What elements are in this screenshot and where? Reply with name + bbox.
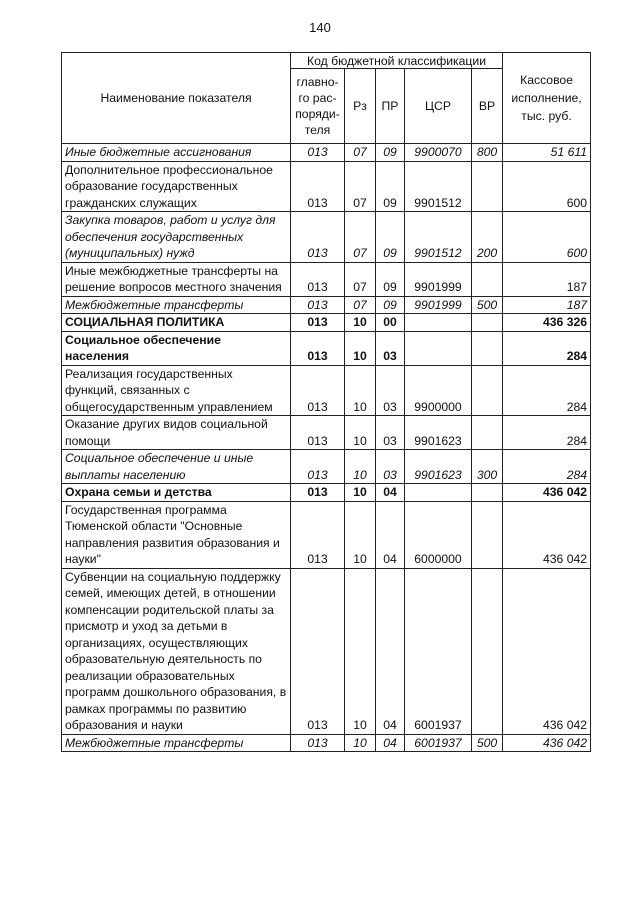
row-vr bbox=[472, 161, 503, 212]
table-row bbox=[62, 331, 591, 365]
row-csr: 9901623 bbox=[405, 450, 472, 484]
row-rz: 07 bbox=[345, 161, 376, 212]
row-csr: 9901999 bbox=[405, 262, 472, 296]
row-pr: 09 bbox=[376, 296, 405, 314]
row-rz: 10 bbox=[345, 450, 376, 484]
row-name: Закупка товаров, работ и услуг для обеспечения государственных (муниципальных) нужд bbox=[62, 212, 291, 263]
row-csr: 9901512 bbox=[405, 212, 472, 263]
row-vr bbox=[472, 568, 503, 734]
row-name: Субвенции на социальную поддержку семей, имеющих детей, в отношении компенсации родительской платы за присмотр и уход за детьми в организациях, осуществляющих образовательную деятельность по реализации образовательных программ дошкольного образования, в рамках программы по развитию образования и науки bbox=[62, 568, 291, 734]
row-vr bbox=[472, 365, 503, 416]
row-csr bbox=[405, 484, 472, 502]
header-glav: главно-го рас-поряди-теля bbox=[291, 69, 345, 144]
row-pr: 09 bbox=[376, 212, 405, 263]
row-amount: 187 bbox=[503, 296, 591, 314]
row-glav: 013 bbox=[291, 296, 345, 314]
row-amount: 436 042 bbox=[503, 568, 591, 734]
row-rz: 10 bbox=[345, 416, 376, 450]
row-glav: 013 bbox=[291, 144, 345, 162]
table-row bbox=[62, 314, 591, 332]
row-glav: 013 bbox=[291, 365, 345, 416]
row-rz: 07 bbox=[345, 144, 376, 162]
row-amount: 284 bbox=[503, 331, 591, 365]
row-pr: 09 bbox=[376, 161, 405, 212]
row-rz: 10 bbox=[345, 365, 376, 416]
row-name: Иные межбюджетные трансферты на решение вопросов местного значения bbox=[62, 262, 291, 296]
row-glav: 013 bbox=[291, 314, 345, 332]
row-name: Межбюджетные трансферты bbox=[62, 296, 291, 314]
row-pr: 03 bbox=[376, 416, 405, 450]
header-pr: ПР bbox=[376, 69, 405, 144]
table-row bbox=[62, 416, 591, 450]
row-name: Социальное обеспечение населения bbox=[62, 331, 291, 365]
row-vr: 200 bbox=[472, 212, 503, 263]
row-amount: 284 bbox=[503, 365, 591, 416]
table-row bbox=[62, 161, 591, 212]
row-glav: 013 bbox=[291, 734, 345, 752]
row-pr: 03 bbox=[376, 450, 405, 484]
table-body bbox=[62, 144, 591, 752]
row-vr bbox=[472, 314, 503, 332]
row-glav: 013 bbox=[291, 161, 345, 212]
row-vr: 800 bbox=[472, 144, 503, 162]
header-code-group: Код бюджетной классификации bbox=[291, 53, 503, 69]
row-amount: 436 326 bbox=[503, 314, 591, 332]
row-glav: 013 bbox=[291, 262, 345, 296]
row-vr bbox=[472, 501, 503, 568]
header-name: Наименование показателя bbox=[62, 53, 291, 144]
row-csr: 9900000 bbox=[405, 365, 472, 416]
row-rz: 10 bbox=[345, 331, 376, 365]
row-amount: 436 042 bbox=[503, 484, 591, 502]
row-csr: 9901999 bbox=[405, 296, 472, 314]
table-row bbox=[62, 296, 591, 314]
row-rz: 10 bbox=[345, 568, 376, 734]
row-pr: 04 bbox=[376, 568, 405, 734]
row-pr: 04 bbox=[376, 484, 405, 502]
table-row bbox=[62, 450, 591, 484]
row-name: Социальное обеспечение и иные выплаты населению bbox=[62, 450, 291, 484]
row-rz: 07 bbox=[345, 212, 376, 263]
row-amount: 284 bbox=[503, 416, 591, 450]
row-glav: 013 bbox=[291, 331, 345, 365]
row-vr bbox=[472, 331, 503, 365]
row-vr bbox=[472, 262, 503, 296]
page-number: 140 bbox=[309, 20, 331, 35]
row-pr: 04 bbox=[376, 734, 405, 752]
row-name: Оказание других видов социальной помощи bbox=[62, 416, 291, 450]
row-name: Государственная программа Тюменской области "Основные направления развития образования и науки" bbox=[62, 501, 291, 568]
row-amount: 51 611 bbox=[503, 144, 591, 162]
row-rz: 10 bbox=[345, 484, 376, 502]
row-amount: 284 bbox=[503, 450, 591, 484]
row-name: Иные бюджетные ассигнования bbox=[62, 144, 291, 162]
table-row bbox=[62, 568, 591, 734]
row-csr: 6000000 bbox=[405, 501, 472, 568]
row-glav: 013 bbox=[291, 568, 345, 734]
row-name: Охрана семьи и детства bbox=[62, 484, 291, 502]
table-row bbox=[62, 144, 591, 162]
row-glav: 013 bbox=[291, 501, 345, 568]
row-amount: 600 bbox=[503, 212, 591, 263]
row-pr: 03 bbox=[376, 331, 405, 365]
header-cash-execution: Кассовое исполнение, тыс. руб. bbox=[503, 53, 591, 144]
row-csr: 6001937 bbox=[405, 734, 472, 752]
table-row bbox=[62, 734, 591, 752]
row-csr: 6001937 bbox=[405, 568, 472, 734]
row-amount: 600 bbox=[503, 161, 591, 212]
row-vr: 500 bbox=[472, 296, 503, 314]
table-row bbox=[62, 262, 591, 296]
header-rz: Рз bbox=[345, 69, 376, 144]
row-csr bbox=[405, 314, 472, 332]
row-pr: 00 bbox=[376, 314, 405, 332]
row-rz: 07 bbox=[345, 262, 376, 296]
row-csr: 9901623 bbox=[405, 416, 472, 450]
row-rz: 07 bbox=[345, 296, 376, 314]
row-glav: 013 bbox=[291, 484, 345, 502]
row-name: СОЦИАЛЬНАЯ ПОЛИТИКА bbox=[62, 314, 291, 332]
row-csr: 9900070 bbox=[405, 144, 472, 162]
row-glav: 013 bbox=[291, 416, 345, 450]
row-rz: 10 bbox=[345, 734, 376, 752]
row-name: Реализация государственных функций, связанных с общегосударственным управлением bbox=[62, 365, 291, 416]
row-vr: 500 bbox=[472, 734, 503, 752]
table-header bbox=[62, 53, 591, 144]
table-row bbox=[62, 212, 591, 263]
table-row bbox=[62, 484, 591, 502]
row-amount: 436 042 bbox=[503, 734, 591, 752]
row-pr: 03 bbox=[376, 365, 405, 416]
row-pr: 09 bbox=[376, 262, 405, 296]
table-row bbox=[62, 501, 591, 568]
row-pr: 09 bbox=[376, 144, 405, 162]
row-amount: 187 bbox=[503, 262, 591, 296]
header-csr: ЦСР bbox=[405, 69, 472, 144]
row-csr: 9901512 bbox=[405, 161, 472, 212]
row-glav: 013 bbox=[291, 212, 345, 263]
row-rz: 10 bbox=[345, 501, 376, 568]
header-vr: ВР bbox=[472, 69, 503, 144]
row-vr bbox=[472, 484, 503, 502]
row-name: Межбюджетные трансферты bbox=[62, 734, 291, 752]
row-name: Дополнительное профессиональное образование государственных гражданских служащих bbox=[62, 161, 291, 212]
row-vr bbox=[472, 416, 503, 450]
row-pr: 04 bbox=[376, 501, 405, 568]
table-row bbox=[62, 365, 591, 416]
budget-table bbox=[61, 52, 591, 752]
row-amount: 436 042 bbox=[503, 501, 591, 568]
row-glav: 013 bbox=[291, 450, 345, 484]
row-vr: 300 bbox=[472, 450, 503, 484]
row-csr bbox=[405, 331, 472, 365]
row-rz: 10 bbox=[345, 314, 376, 332]
